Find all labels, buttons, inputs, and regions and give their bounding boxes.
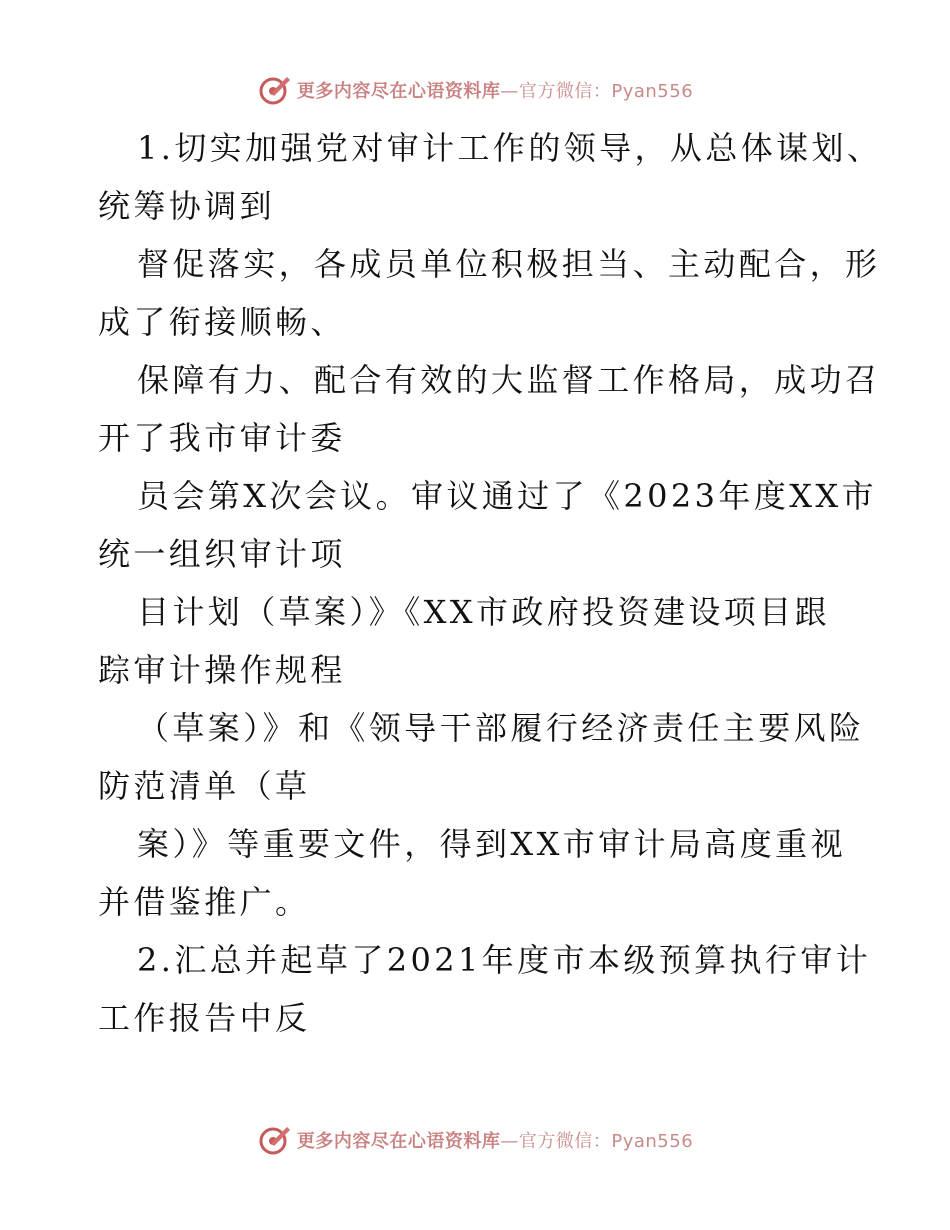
- text-line: 员会第X次会议。审议通过了《2023年度XX市: [137, 477, 877, 515]
- watermark-contact: 官方微信：Pyan556: [518, 1131, 694, 1152]
- pen-circle-logo-icon: [257, 73, 291, 107]
- text-line: 踪审计操作规程: [98, 651, 346, 689]
- text-line: 统一组织审计项: [98, 535, 346, 573]
- text-line: 案）》等重要文件，得到XX市审计局高度重视: [137, 825, 846, 863]
- text-line: （草案）》和《领导干部履行经济责任主要风险: [137, 709, 865, 747]
- text-line: 督促落实，各成员单位积极担当、主动配合，形: [137, 245, 881, 283]
- header-watermark: [0, 70, 950, 110]
- text-line: 工作报告中反: [98, 999, 311, 1037]
- text-line: 防范清单（草: [98, 767, 311, 805]
- text-line: 保障有力、配合有效的大监督工作格局，成功召: [137, 361, 881, 399]
- text-line: 目计划（草案）》《XX市政府投资建设项目跟: [137, 593, 830, 631]
- watermark-brand: 更多内容尽在心语资料库: [296, 1131, 501, 1152]
- watermark-text: [297, 1127, 693, 1153]
- text-line: 统筹协调到: [98, 187, 276, 225]
- watermark-separator: —: [500, 1131, 519, 1152]
- text-line: 1.切实加强党对审计工作的领导，从总体谋划、: [137, 129, 883, 167]
- footer-watermark: [0, 1120, 950, 1160]
- watermark-text: [297, 77, 693, 103]
- text-line: 开了我市审计委: [98, 419, 346, 457]
- watermark-brand: 更多内容尽在心语资料库: [296, 81, 501, 102]
- text-line: 成了衔接顺畅、: [98, 303, 346, 341]
- text-line: 并借鉴推广。: [98, 883, 311, 921]
- pen-circle-logo-icon: [257, 1123, 291, 1157]
- watermark-contact: 官方微信：Pyan556: [518, 81, 694, 102]
- watermark-separator: —: [500, 81, 519, 102]
- text-line: 2.汇总并起草了2021年度市本级预算执行审计: [137, 941, 872, 979]
